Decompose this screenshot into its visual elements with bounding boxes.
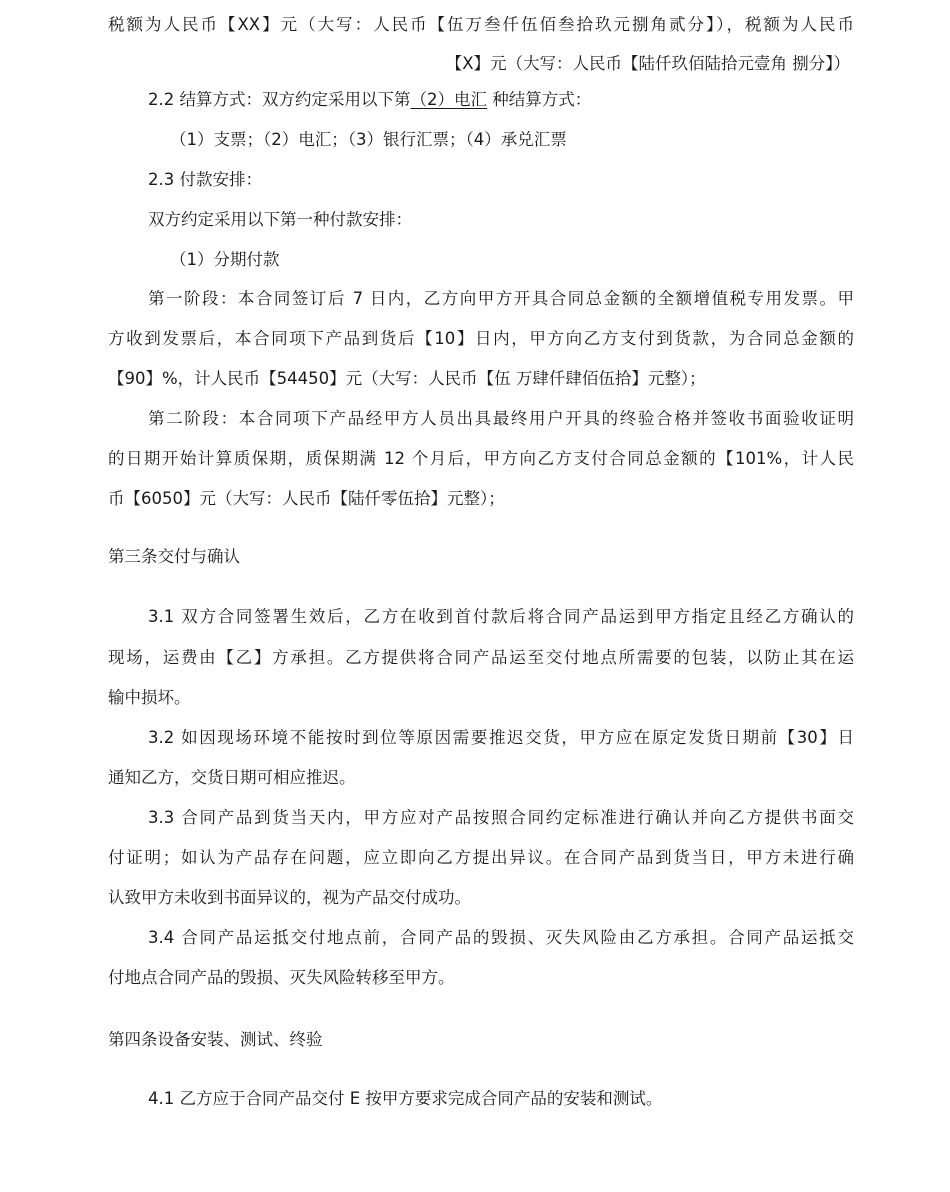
tax-amount-line-1: 税额为人民币【XX】元（大写：人民币【伍万叁仟伍佰叁拾玖元捌角贰分】），税额为人民币 [108, 15, 854, 34]
article4-1-line: 4.1 乙方应于合同产品交付 E 按甲方要求完成合同产品的安装和测试。 [148, 1089, 663, 1108]
article3-1-line-2: 现场，运费由【乙】方承担。乙方提供将合同产品运至交付地点所需要的包装，以防止其在运 [108, 648, 854, 667]
settlement-method-suffix: 种结算方式： [487, 90, 592, 109]
settlement-method-choice: （2）电汇 [410, 90, 487, 109]
payment-arrangement-choice: 双方约定采用以下第一种付款安排： [148, 210, 412, 229]
article3-heading: 第三条交付与确认 [108, 547, 240, 566]
article3-3-line-2: 付证明；如认为产品存在问题，应立即向乙方提出异议。在合同产品到货当日，甲方未进行确 [108, 848, 854, 867]
article3-2-line-1: 3.2 如因现场环境不能按时到位等原因需要推迟交货，甲方应在原定发货日期前【30】日 [148, 728, 854, 747]
settlement-method-prefix: 2.2 结算方式：双方约定采用以下第 [148, 90, 411, 109]
article3-1-line-3: 输中损坏。 [108, 688, 191, 707]
installment-label: （1）分期付款 [170, 250, 280, 269]
stage2-line-2: 的日期开始计算质保期，质保期满 12 个月后，甲方向乙方支付合同总金额的【101%，计人民 [108, 449, 854, 468]
settlement-method-line [148, 88, 591, 112]
article3-3-line-1: 3.3 合同产品到货当天内，甲方应对产品按照合同约定标准进行确认并向乙方提供书面交 [148, 808, 854, 827]
stage1-line-2: 方收到发票后，本合同项下产品到货后【10】日内，甲方向乙方支付到货款，为合同总金额的 [108, 329, 854, 348]
article3-1-line-1: 3.1 双方合同签署生效后，乙方在收到首付款后将合同产品运到甲方指定且经乙方确认的 [148, 607, 854, 626]
article3-4-line-2: 付地点合同产品的毁损、灭失风险转移至甲方。 [108, 968, 455, 987]
stage1-line-3: 【90】%，计人民币【54450】元（大写：人民币【伍 万肆仟肆佰伍拾】元整）； [108, 369, 706, 388]
tax-amount-line-2: 【X】元（大写：人民币【陆仟玖佰陆拾元壹角 捌分】） [445, 54, 850, 73]
article3-2-line-2: 通知乙方，交货日期可相应推迟。 [108, 768, 356, 787]
settlement-options: （1）支票；（2）电汇；（3）银行汇票；（4）承兑汇票 [170, 130, 567, 149]
article3-4-line-1: 3.4 合同产品运抵交付地点前，合同产品的毁损、灭失风险由乙方承担。合同产品运抵交 [148, 928, 854, 947]
stage2-line-1: 第二阶段：本合同项下产品经甲方人员出具最终用户开具的终验合格并签收书面验收证明 [148, 409, 854, 428]
payment-arrangement-heading: 2.3 付款安排： [148, 170, 262, 189]
article4-heading: 第四条设备安装、测试、终验 [108, 1030, 323, 1049]
stage1-line-1: 第一阶段：本合同签订后 7 日内，乙方向甲方开具合同总金额的全额增值税专用发票。甲 [148, 289, 854, 308]
article3-3-line-3: 认致甲方未收到书面异议的，视为产品交付成功。 [108, 888, 471, 907]
stage2-line-3: 币【6050】元（大写：人民币【陆仟零伍拾】元整）； [108, 489, 505, 508]
